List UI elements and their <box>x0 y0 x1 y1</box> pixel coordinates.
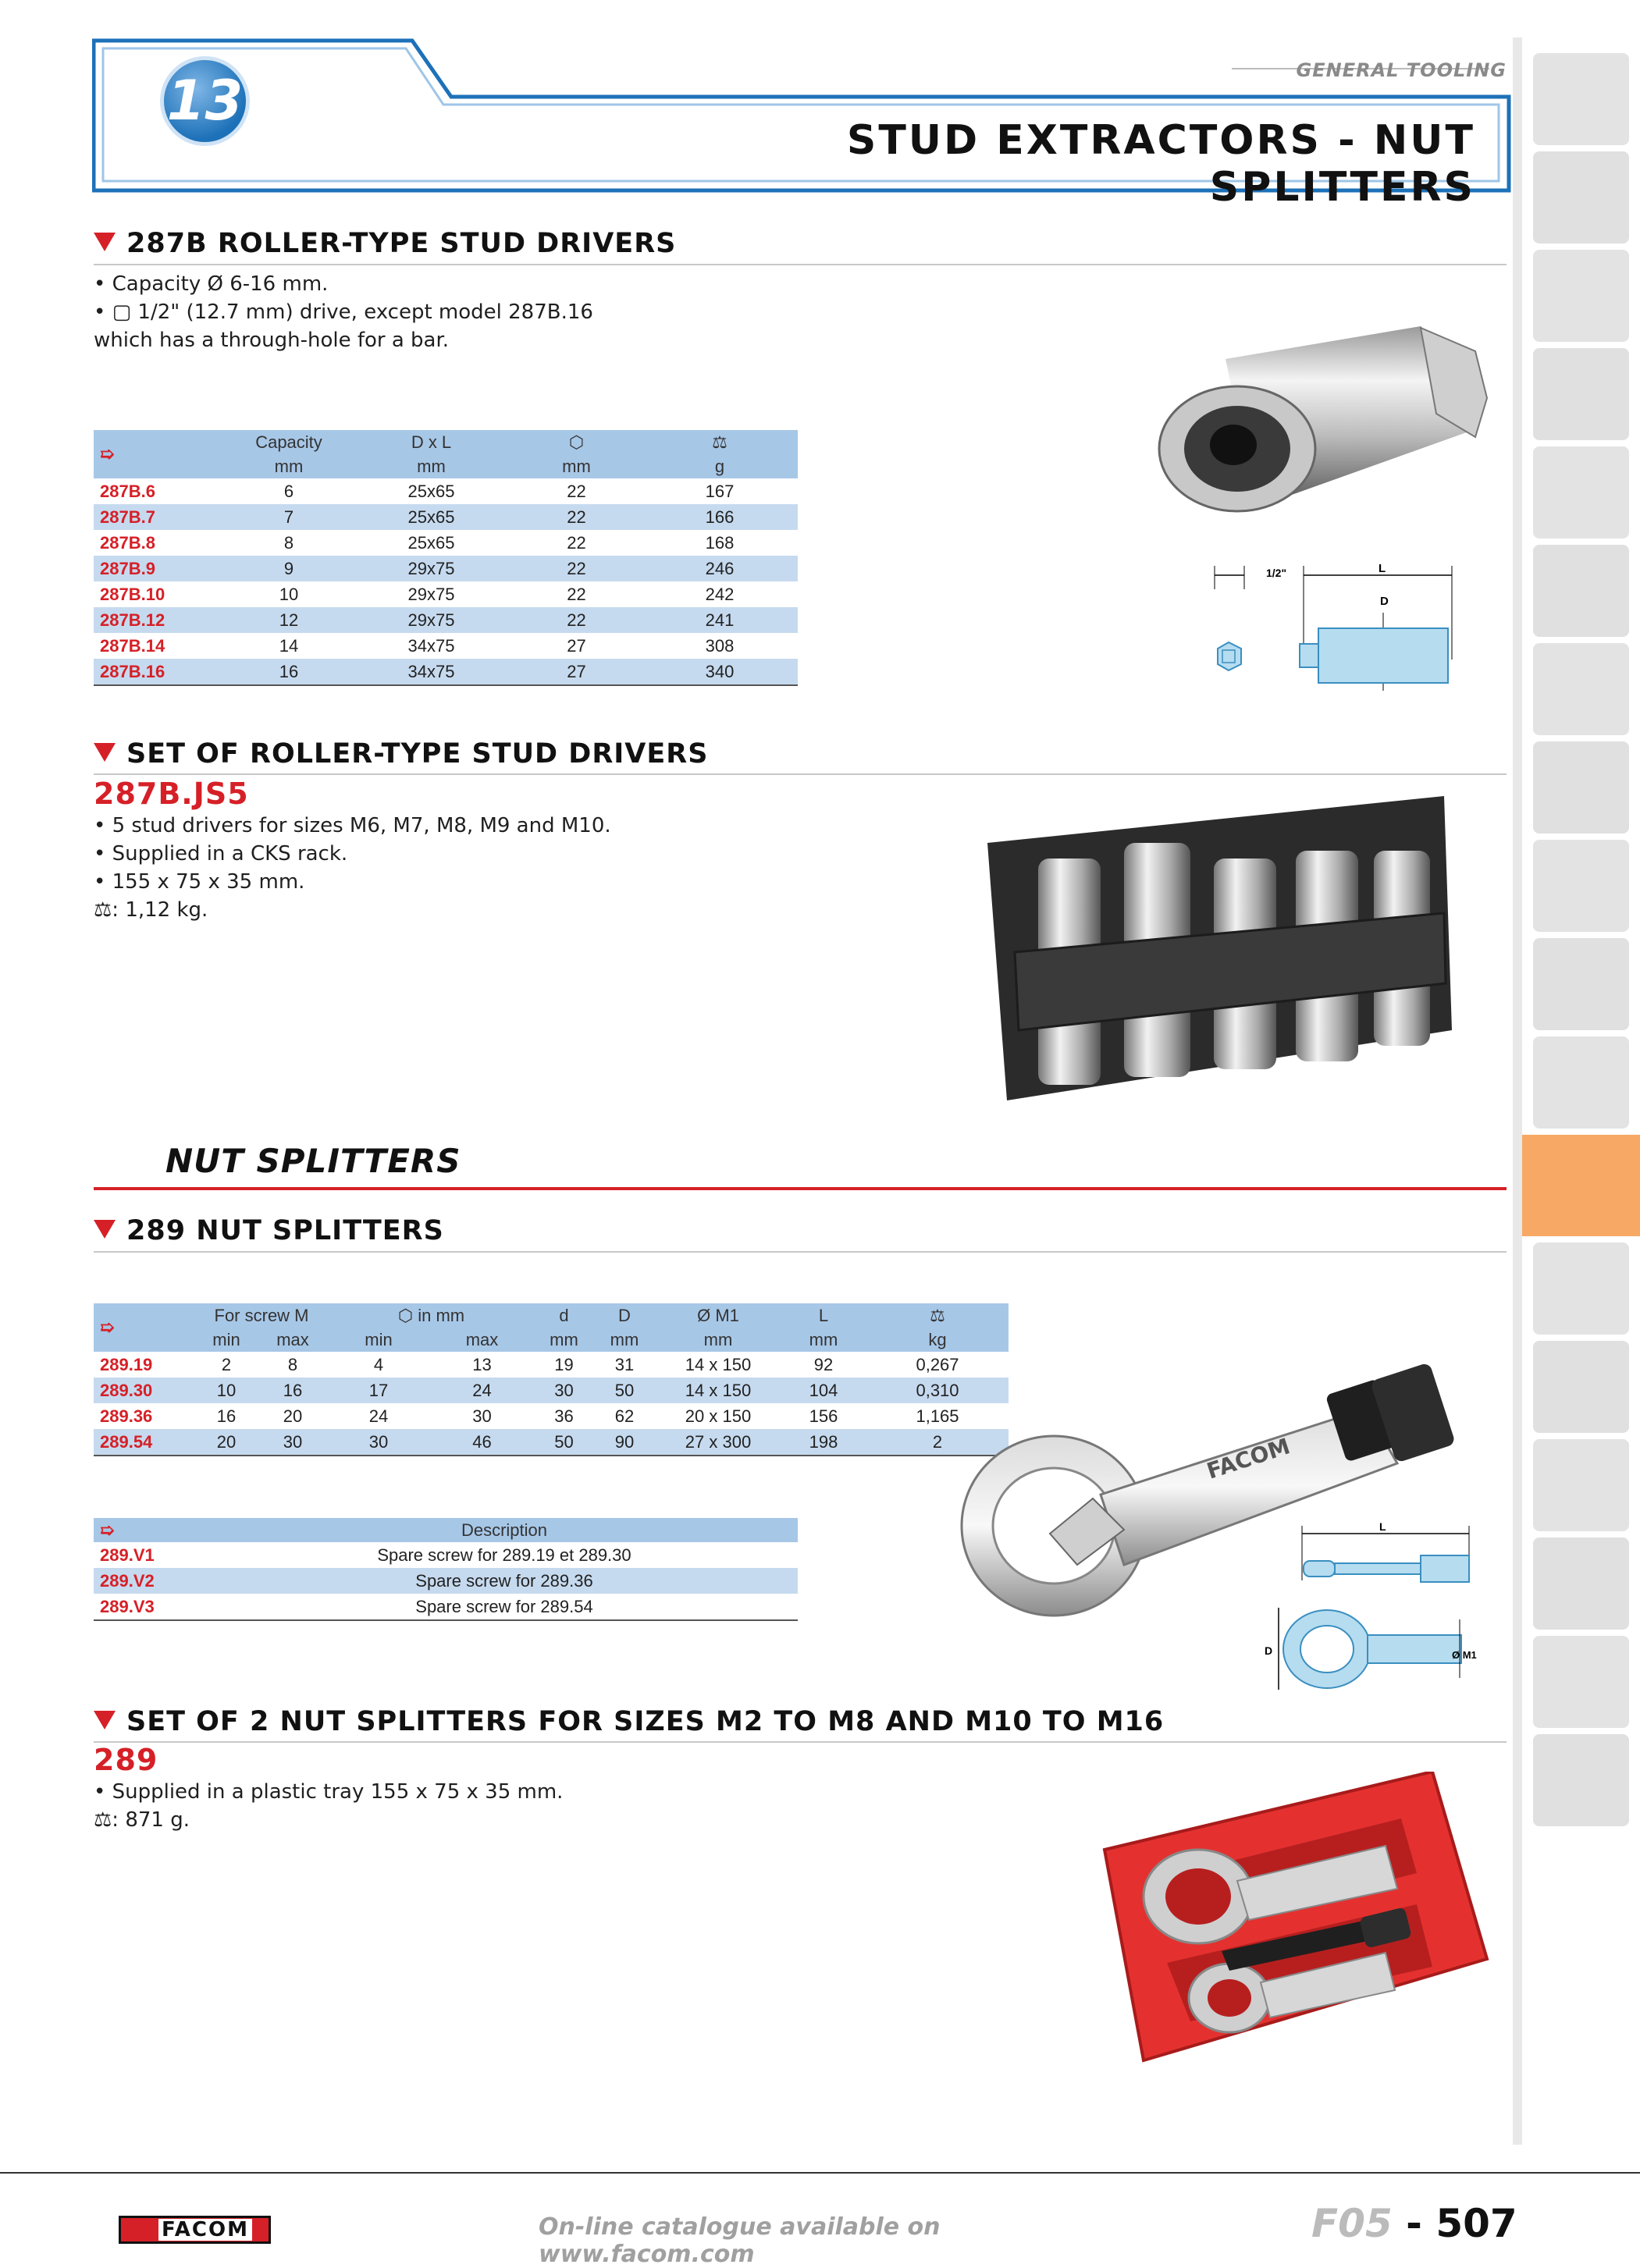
thumb-icon[interactable] <box>1533 938 1629 1030</box>
bullet-line: • 155 x 75 x 35 mm. <box>94 870 305 894</box>
ref-column-header <box>94 430 226 478</box>
table-cell: Spare screw for 289.36 <box>211 1568 798 1594</box>
table-cell: 20 <box>283 1406 303 1426</box>
table-row <box>94 1352 1009 1378</box>
table-cell: 17 <box>328 1378 429 1403</box>
table-cell: 27 <box>511 659 642 685</box>
table-cell: 7 <box>226 504 351 530</box>
table-cell: 27 <box>567 635 586 656</box>
table-unit: g <box>642 454 798 478</box>
table-cell: 242 <box>705 584 735 604</box>
table-unit: mm <box>656 1328 781 1352</box>
table-row <box>94 581 798 607</box>
set-ref-code[interactable]: 287B.JS5 <box>94 777 249 811</box>
diagram-label: L <box>1379 562 1386 575</box>
table-cell: 50 <box>593 1378 656 1403</box>
bullet-line: which has a through-hole for a bar. <box>94 329 450 352</box>
table-cell: 20 x 150 <box>685 1406 752 1426</box>
table-row <box>94 1429 1009 1456</box>
side-category-strip <box>1513 37 1522 2145</box>
table-cell: 10 <box>195 1378 258 1403</box>
table-cell: 14 <box>279 635 299 656</box>
photo-brand-print: FACOM <box>1203 1433 1293 1484</box>
ref-code[interactable]: 287B.16 <box>94 659 226 685</box>
facom-ref-icon: ➯ <box>100 1317 115 1337</box>
section-set289-heading <box>94 1706 1164 1737</box>
catalogue-url[interactable]: On-line catalogue available on www.facom.com <box>539 2213 941 2268</box>
section-heading-text: SET OF 2 NUT SPLITTERS FOR SIZES M2 TO M8 AND M10 TO M16 <box>126 1706 1165 1737</box>
bullet-line: • Capacity Ø 6-16 mm. <box>94 272 329 296</box>
page-number-block <box>1311 2201 1517 2246</box>
hex-icon: ⬡ <box>511 430 642 454</box>
table-header: L <box>781 1303 866 1328</box>
ref-code[interactable]: 287B.12 <box>94 607 226 633</box>
table-unit: mm <box>535 1328 593 1352</box>
ref-code[interactable]: 289.54 <box>94 1429 195 1456</box>
thumb-icon[interactable] <box>1533 840 1629 932</box>
chapter-badge <box>160 56 250 146</box>
thumb-icon[interactable] <box>1533 1341 1629 1433</box>
section-divider <box>94 264 1507 265</box>
table-cell: 308 <box>705 635 735 656</box>
diagram-label: Ø M1 <box>1452 1649 1477 1661</box>
ref-code[interactable]: 289.36 <box>100 1406 153 1426</box>
bullet-line: • 5 stud drivers for sizes M6, M7, M8, M9 and M10. <box>94 814 611 837</box>
table-row <box>94 607 798 633</box>
bullet-line: • Supplied in a plastic tray 155 x 75 x 35 mm. <box>94 1780 564 1804</box>
triangle-marker-icon <box>94 743 116 762</box>
table-row <box>94 478 798 504</box>
ref-column-header <box>94 1518 211 1542</box>
page-separator: - <box>1392 2201 1436 2246</box>
ref-code[interactable]: 289.V2 <box>94 1568 211 1594</box>
table-header: ⬡ in mm <box>328 1303 535 1328</box>
bullet-line: • ▢ 1/2" (12.7 mm) drive, except model 287B.16 <box>94 300 593 324</box>
thumb-icon[interactable] <box>1533 1734 1629 1826</box>
table-cell: 2 <box>221 1354 232 1374</box>
facom-logo[interactable] <box>119 2216 271 2244</box>
section-heading-text: 289 NUT SPLITTERS <box>126 1215 444 1246</box>
weight-icon: ⚖ <box>866 1303 1009 1328</box>
thumb-icon[interactable] <box>1533 53 1629 145</box>
section-287b-heading <box>94 228 676 259</box>
weight-icon: ⚖ <box>642 430 798 454</box>
ref-column-header <box>94 1303 195 1352</box>
thumb-icon[interactable] <box>1533 1242 1629 1335</box>
table-header: Ø M1 <box>656 1303 781 1328</box>
page-number: 507 <box>1435 2201 1517 2246</box>
table-header: For screw M <box>195 1303 328 1328</box>
ref-code[interactable]: 289.V1 <box>100 1545 155 1565</box>
table-cell: 31 <box>614 1354 635 1374</box>
table-row <box>94 1594 798 1620</box>
bullet-line: • Supplied in a CKS rack. <box>94 842 348 866</box>
stud-driver-rack-photo <box>984 796 1452 1108</box>
table-cell: 16 <box>226 659 351 685</box>
table-unit: min <box>195 1328 258 1352</box>
thumb-icon[interactable] <box>1533 1537 1629 1630</box>
table-cell: 92 <box>813 1354 834 1374</box>
table-unit: max <box>258 1328 328 1352</box>
thumb-icon[interactable] <box>1533 741 1629 834</box>
section-heading-text: SET OF ROLLER-TYPE STUD DRIVERS <box>126 738 709 770</box>
section-heading-text: 287B ROLLER-TYPE STUD DRIVERS <box>126 228 677 259</box>
facom-ref-icon: ➯ <box>100 1520 115 1540</box>
table-header: Capacity <box>226 430 351 454</box>
table-row <box>94 1568 798 1594</box>
table-cell: 29x75 <box>351 556 511 581</box>
table-cell: 9 <box>226 556 351 581</box>
table-cell: 22 <box>511 556 642 581</box>
table-unit: mm <box>593 1328 656 1352</box>
thumb-icon[interactable] <box>1533 1439 1629 1531</box>
triangle-marker-icon <box>94 1711 116 1729</box>
table-cell: 13 <box>472 1354 492 1374</box>
ref-code[interactable]: 287B.8 <box>100 532 155 553</box>
table-cell: 14 x 150 <box>685 1354 752 1374</box>
table-header: D <box>593 1303 656 1328</box>
thumb-icon[interactable] <box>1533 446 1629 539</box>
thumb-icon-active[interactable] <box>1522 1135 1640 1236</box>
table-cell: 16 <box>216 1406 237 1426</box>
ref-code[interactable]: 287B.14 <box>100 635 165 656</box>
thumb-icon[interactable] <box>1533 250 1629 342</box>
table-cell: 22 <box>567 532 586 553</box>
ref-code[interactable]: 289.30 <box>94 1378 195 1403</box>
table-row <box>94 633 798 659</box>
table-cell: 156 <box>809 1406 838 1426</box>
table-cell: 24 <box>368 1406 389 1426</box>
thumb-icon[interactable] <box>1533 545 1629 637</box>
table-cell: 29x75 <box>407 584 455 604</box>
table-cell: 22 <box>567 481 586 501</box>
ref-code[interactable]: 287B.10 <box>100 584 165 604</box>
section-287b-bullets <box>94 270 593 354</box>
thumb-icon[interactable] <box>1533 348 1629 440</box>
nut-splitter-tray-photo <box>1089 1772 1495 2068</box>
table-cell: 50 <box>535 1429 593 1456</box>
set289-ref-code[interactable]: 289 <box>94 1743 158 1777</box>
table-cell: 14 x 150 <box>656 1378 781 1403</box>
table-row <box>94 1403 1009 1429</box>
table-unit: min <box>328 1328 429 1352</box>
table-cell: 19 <box>554 1354 574 1374</box>
diagram-label: L <box>1379 1520 1386 1533</box>
table-cell: 2 <box>866 1429 1009 1456</box>
table-cell: 16 <box>258 1378 328 1403</box>
table-cell: 166 <box>642 504 798 530</box>
table-cell: 34x75 <box>407 635 455 656</box>
table-cell: 22 <box>567 584 586 604</box>
bullet-line: ⚖: 871 g. <box>94 1808 190 1832</box>
chapter-number: 13 <box>166 69 244 133</box>
table-unit: mm <box>226 454 351 478</box>
section-divider <box>94 1741 1507 1743</box>
table-row <box>94 556 798 581</box>
table-cell: 25x65 <box>351 504 511 530</box>
table-row <box>94 504 798 530</box>
table-cell: 30 <box>535 1378 593 1403</box>
table-cell: 25x65 <box>407 532 455 553</box>
table-unit: mm <box>781 1328 866 1352</box>
section-divider <box>94 773 1507 775</box>
table-cell: 4 <box>373 1354 384 1374</box>
table-cell: 20 <box>195 1429 258 1456</box>
table-cell: 25x65 <box>407 481 455 501</box>
table-spare-screws <box>94 1518 798 1621</box>
table-unit: mm <box>511 454 642 478</box>
table-header: D x L <box>351 430 511 454</box>
table-cell: 30 <box>258 1429 328 1456</box>
table-cell: 0,267 <box>916 1354 959 1374</box>
table-cell: 30 <box>328 1429 429 1456</box>
section-divider <box>94 1251 1507 1253</box>
table-cell: 24 <box>429 1378 535 1403</box>
section-set289-bullets <box>94 1778 563 1834</box>
table-row <box>94 1378 1009 1403</box>
table-cell: 6 <box>283 481 294 501</box>
table-cell: Spare screw for 289.19 et 289.30 <box>377 1545 631 1565</box>
ref-code[interactable]: 287B.6 <box>100 481 155 501</box>
table-row <box>94 530 798 556</box>
table-cell: 36 <box>554 1406 574 1426</box>
table-cell: 8 <box>283 532 294 553</box>
table-unit: mm <box>351 454 511 478</box>
side-thumbnails <box>1522 47 1640 2123</box>
table-cell: 34x75 <box>351 659 511 685</box>
table-cell: 29x75 <box>351 607 511 633</box>
ref-code[interactable]: 289.V3 <box>94 1594 211 1620</box>
bullet-line: ⚖: 1,12 kg. <box>94 898 208 922</box>
table-cell: 8 <box>287 1354 298 1374</box>
red-divider <box>94 1187 1507 1190</box>
table-cell: 241 <box>642 607 798 633</box>
table-header: d <box>535 1303 593 1328</box>
table-cell: 167 <box>705 481 735 501</box>
triangle-marker-icon <box>94 1220 116 1239</box>
ref-code[interactable]: 287B.9 <box>94 556 226 581</box>
table-cell: Spare screw for 289.54 <box>211 1594 798 1620</box>
facom-ref-icon: ➯ <box>100 444 115 464</box>
footer-divider <box>0 2172 1640 2174</box>
thumb-icon[interactable] <box>1533 643 1629 735</box>
page-title: STUD EXTRACTORS - NUT SPLITTERS <box>846 117 1475 211</box>
table-cell: 90 <box>593 1429 656 1456</box>
triangle-marker-icon <box>94 233 116 251</box>
table-cell: 62 <box>614 1406 635 1426</box>
nut-splitter-diagram <box>1265 1518 1483 1697</box>
category-label: GENERAL TOOLING <box>1296 59 1507 81</box>
diagram-label: 1/2" <box>1266 567 1287 579</box>
ref-code[interactable]: 287B.7 <box>94 504 226 530</box>
table-cell: 246 <box>642 556 798 581</box>
diagram-label: D <box>1265 1644 1273 1657</box>
table-289 <box>94 1303 1009 1456</box>
page-prefix: F05 <box>1311 2201 1393 2246</box>
table-cell: 22 <box>511 607 642 633</box>
stud-driver-photo <box>1108 312 1499 523</box>
table-cell: 1,165 <box>916 1406 959 1426</box>
table-cell: 168 <box>705 532 735 553</box>
thumb-icon[interactable] <box>1533 1036 1629 1129</box>
diagram-label: D <box>1380 595 1389 608</box>
table-row <box>94 1542 798 1568</box>
stud-driver-diagram <box>1202 558 1460 699</box>
thumb-icon[interactable] <box>1533 1636 1629 1728</box>
facom-logo-text: FACOM <box>158 2219 252 2241</box>
section-289-heading <box>94 1215 444 1246</box>
section-set-heading <box>94 738 708 770</box>
table-unit: kg <box>866 1328 1009 1352</box>
table-cell: 340 <box>642 659 798 685</box>
table-row <box>94 659 798 685</box>
table-cell: 27 x 300 <box>656 1429 781 1456</box>
table-cell: 12 <box>226 607 351 633</box>
table-cell: 0,310 <box>866 1378 1009 1403</box>
ref-code[interactable]: 289.19 <box>100 1354 153 1374</box>
table-287b <box>94 430 798 686</box>
table-unit: max <box>429 1328 535 1352</box>
table-header: Description <box>211 1518 798 1542</box>
thumb-icon[interactable] <box>1533 151 1629 244</box>
section-set-bullets <box>94 812 611 924</box>
table-cell: 30 <box>472 1406 492 1426</box>
nut-splitters-title: NUT SPLITTERS <box>165 1142 461 1180</box>
table-cell: 46 <box>429 1429 535 1456</box>
table-cell: 10 <box>279 584 299 604</box>
table-cell: 22 <box>511 504 642 530</box>
table-cell: 198 <box>781 1429 866 1456</box>
table-cell: 104 <box>781 1378 866 1403</box>
